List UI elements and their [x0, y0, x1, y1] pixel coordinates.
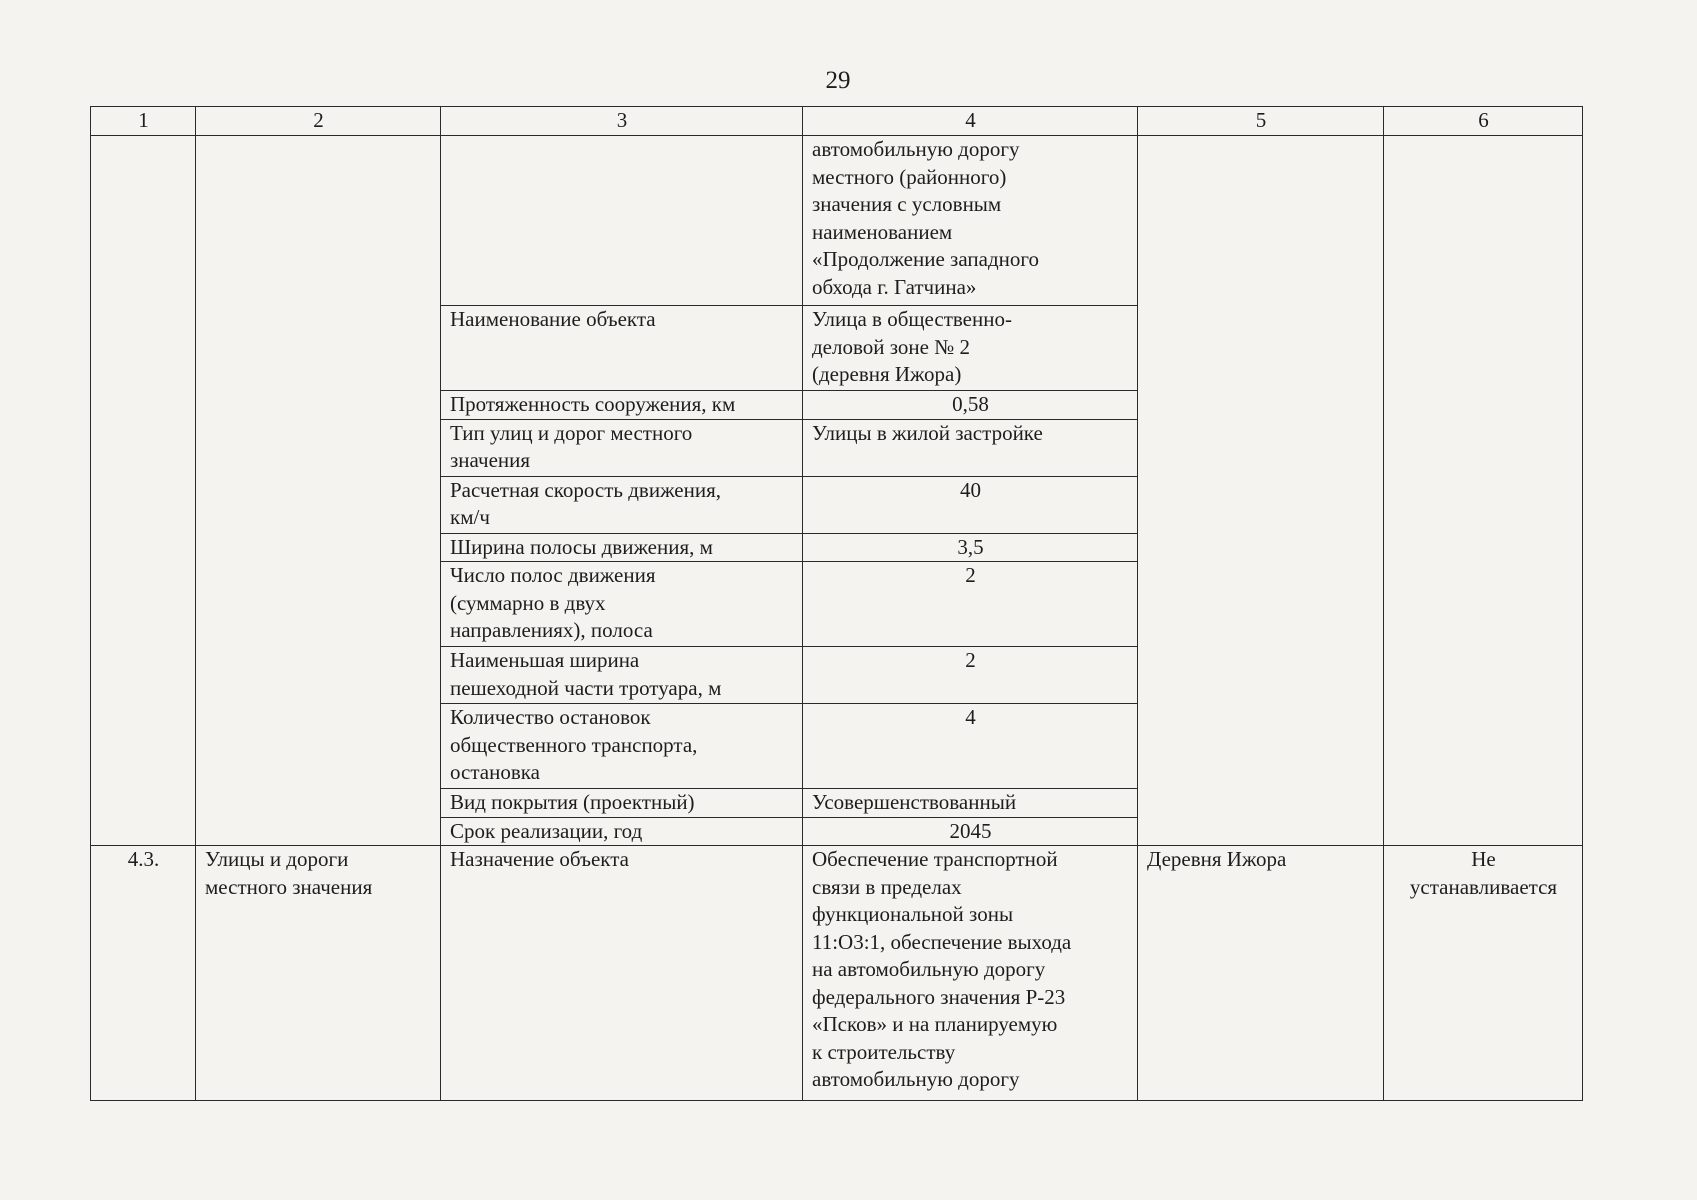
entry-name-cell — [196, 136, 441, 846]
table-header-row — [91, 107, 1583, 136]
param-value: 4 — [803, 704, 1138, 789]
entry-name: Улицы и дороги местного значения — [196, 846, 441, 1101]
entry-zone: Не устанавливается — [1384, 846, 1583, 1101]
zone-cell — [1384, 136, 1583, 846]
param-label: Назначение объекта — [441, 846, 803, 1101]
entry-number: 4.3. — [91, 846, 196, 1101]
location-cell — [1138, 136, 1384, 846]
param-value: 2 — [803, 647, 1138, 704]
column-header: 1 — [91, 107, 196, 136]
param-label: Срок реализации, год — [441, 817, 803, 846]
param-label: Количество остановок общественного транспорта, остановка — [441, 704, 803, 789]
column-header: 5 — [1138, 107, 1384, 136]
param-label: Протяженность сооружения, км — [441, 391, 803, 420]
entry-number-cell — [91, 136, 196, 846]
continuation-text: автомобильную дорогу местного (районного) значения с условным наименованием «Продолжение западного обхода г. Гатчина» — [803, 136, 1138, 306]
column-header: 6 — [1384, 107, 1583, 136]
column-header: 2 — [196, 107, 441, 136]
param-label: Ширина полосы движения, м — [441, 533, 803, 562]
param-label: Наименование объекта — [441, 306, 803, 391]
param-label: Расчетная скорость движения, км/ч — [441, 476, 803, 533]
column-header: 3 — [441, 107, 803, 136]
page-number: 29 — [825, 67, 851, 94]
param-value: 3,5 — [803, 533, 1138, 562]
param-value: Обеспечение транспортной связи в пределах функциональной зоны 11:О3:1, обеспечение выхода на автомобильную дорогу федерального значения Р-23 «Псков» и на планируемую к строительству автомобильную дорогу — [803, 846, 1138, 1101]
entry-location: Деревня Ижора — [1138, 846, 1384, 1101]
param-label: Наименьшая ширина пешеходной части тротуара, м — [441, 647, 803, 704]
param-value: 2045 — [803, 817, 1138, 846]
param-value: Улица в общественно- деловой зоне № 2 (деревня Ижора) — [803, 306, 1138, 391]
param-label: Число полос движения (суммарно в двух направлениях), полоса — [441, 562, 803, 647]
planning-table — [90, 106, 1583, 1101]
param-value: 0,58 — [803, 391, 1138, 420]
param-value: Улицы в жилой застройке — [803, 419, 1138, 476]
param-value: 40 — [803, 476, 1138, 533]
param-cell — [441, 136, 803, 306]
table-row — [91, 846, 1583, 1101]
param-value: Усовершенствованный — [803, 789, 1138, 818]
param-value: 2 — [803, 562, 1138, 647]
column-header: 4 — [803, 107, 1138, 136]
param-label: Вид покрытия (проектный) — [441, 789, 803, 818]
param-label: Тип улиц и дорог местного значения — [441, 419, 803, 476]
table-row — [91, 136, 1583, 306]
